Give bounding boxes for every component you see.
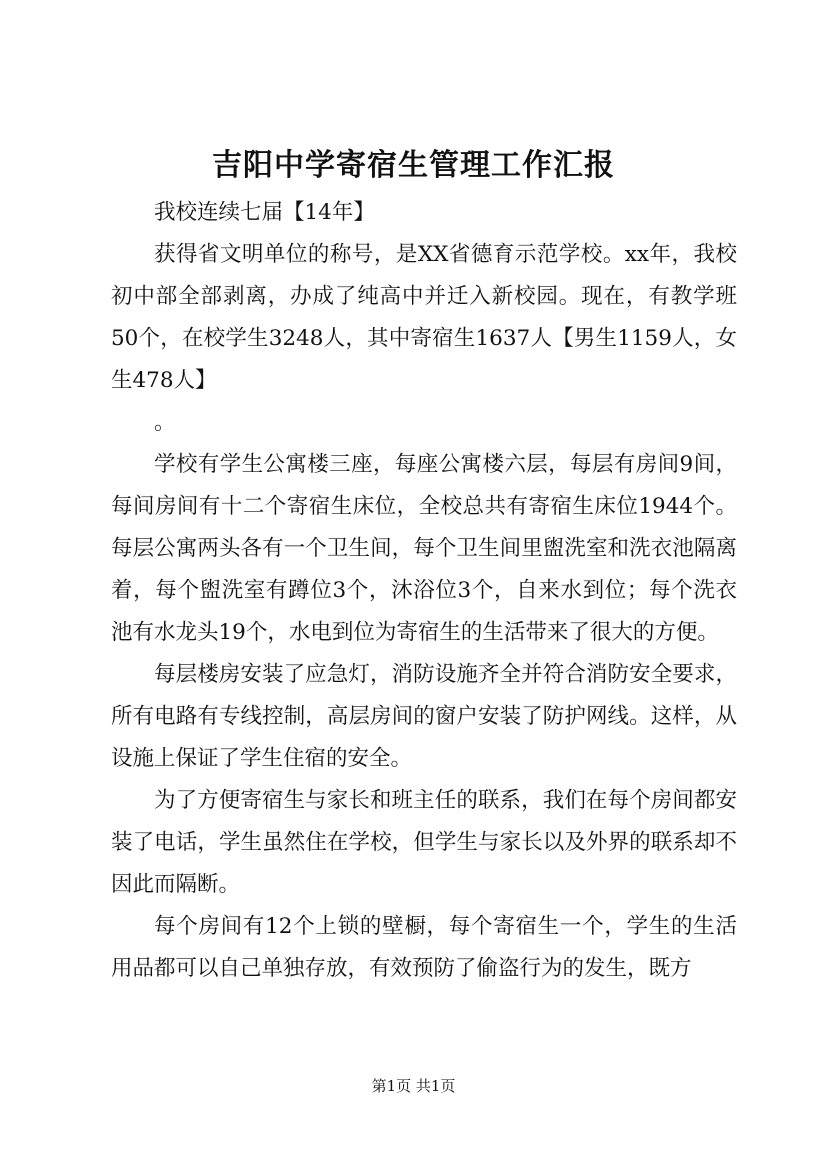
paragraph-7: 每个房间有12个上锁的壁橱，每个寄宿生一个，学生的生活用品都可以自己单独存放，有效预防了偷盗行为的发生，既方: [111, 914, 737, 981]
paragraph-1: 我校连续七届【14年】: [154, 200, 375, 225]
paragraph-4: 学校有学生公寓楼三座，每座公寓楼六层，每层有房间9间，每间房间有十二个寄宿生床位，全校总共有寄宿生床位1944个。每层公寓两头各有一个卫生间，每个卫生间里盥洗室和洗衣池隔离着，每个盥洗室有蹲位3个，沐浴位3个，自来水到位；每个洗衣池有水龙头19个，水电到位为寄宿生的生活带来了很大的方便。: [111, 452, 737, 645]
page-footer: 第1页 共1页: [371, 1077, 456, 1095]
paragraph-5: 每层楼房安装了应急灯，消防设施齐全并符合消防安全要求，所有电路有专线控制，高层房间的窗户安装了防护网线。这样，从设施上保证了学生住宿的安全。: [111, 662, 737, 771]
paragraph-3: 。: [154, 410, 176, 435]
document-body: [111, 192, 737, 990]
paragraph-2: 获得省文明单位的称号，是XX省德育示范学校。xx年，我校初中部全部剥离，办成了纯高中并迁入新校园。现在，有教学班50个，在校学生3248人，其中寄宿生1637人【男生1159人，女生478人】: [111, 242, 737, 393]
document-title: 吉阳中学寄宿生管理工作汇报: [212, 148, 615, 183]
paragraph-6: 为了方便寄宿生与家长和班主任的联系，我们在每个房间都安装了电话，学生虽然住在学校，但学生与家长以及外界的联系却不因此而隔断。: [111, 788, 737, 897]
